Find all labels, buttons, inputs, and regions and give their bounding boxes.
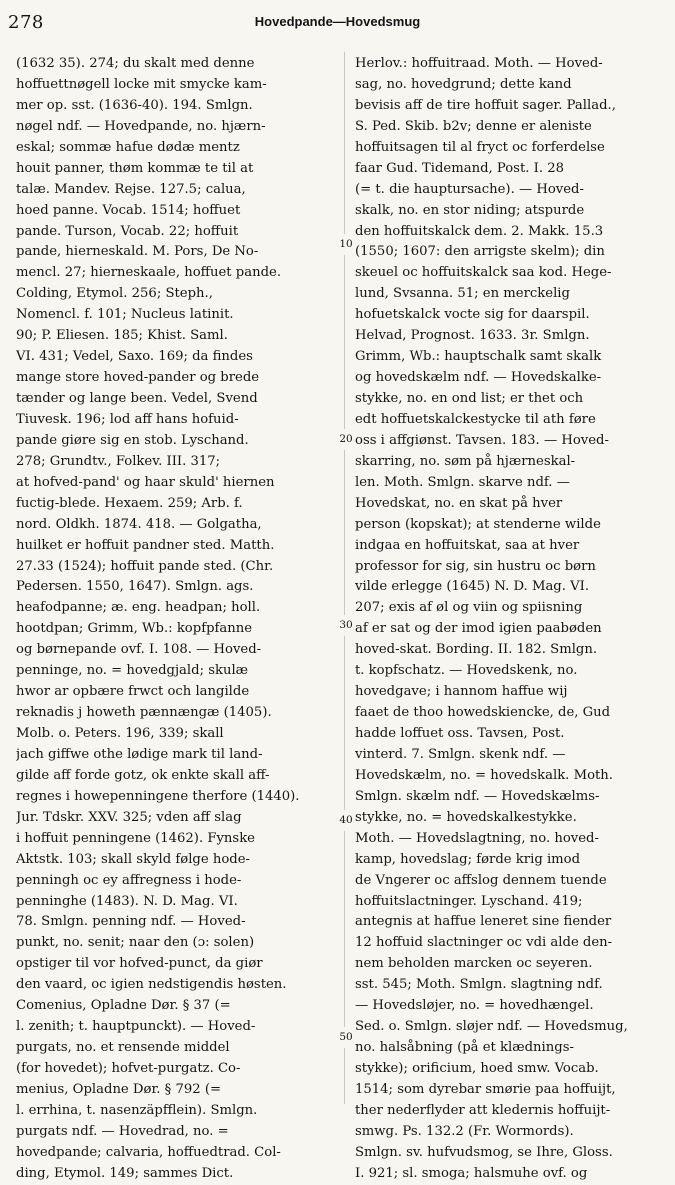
text-line: — Hovedsløjer, no. = hovedhængel. (355, 998, 594, 1014)
text-line: bevisis aff de tire hoffuit sager. Pallad., (355, 97, 616, 113)
text-line: 90; P. Eliesen. 185; Khist. Saml. (16, 328, 228, 344)
text-line: edt hoffuetskalckestycke til ath føre (355, 411, 596, 427)
text-line: Herlov.: hoffuitraad. Moth. — Hoved- (355, 56, 603, 71)
text-line: punkt, no. senit; naar den (ɔ: solen) (16, 935, 255, 951)
text-line: Aktstk. 103; skall skyld følge hode- (16, 851, 250, 867)
text-line: (= t. die hauptursache). — Hoved- (355, 181, 584, 197)
text-line: Molb. o. Peters. 196, 339; skall (16, 726, 224, 741)
column-divider (344, 52, 345, 1104)
text-line: 12 hoffuid slactninger oc vdi alde den- (355, 935, 613, 951)
text-line: skarring, no. søm på hjærneskal- (355, 453, 576, 469)
line-number-marker: 50 (337, 1027, 355, 1048)
text-line: ther nederflyder att kledernis hoffuijt- (355, 1102, 611, 1118)
text-line: Sed. o. Smlgn. sløjer ndf. — Hovedsmug, (355, 1019, 628, 1035)
text-line: regnes i howepenningene therfore (1440). (16, 788, 300, 804)
text-line: indgaa en hoffuitskat, saa at hver (355, 537, 580, 553)
text-line: I. 921; sl. smoga; halsmuhe ovf. og (355, 1165, 588, 1181)
text-line: l. zenith; t. hauptpunckt). — Hoved- (16, 1019, 256, 1035)
text-line: professor for sig, sin hustru oc børn (355, 558, 596, 574)
page-header (0, 0, 675, 42)
text-line: Moth. — Hovedslagtning, no. hoved- (355, 830, 599, 846)
text-line: hwor ar opbære frwct och langilde (16, 684, 250, 700)
right-column (355, 54, 667, 1181)
text-line: nem beholden marcken oc seyeren. (355, 956, 593, 972)
text-line: nord. Oldkh. 1874. 418. — Golgatha, (16, 516, 262, 532)
text-line: penningh oc ey affregness i hode- (16, 872, 242, 888)
text-line: kamp, hovedslag; førde krig imod (355, 851, 581, 867)
text-line: Smlgn. skælm ndf. — Hovedskælms- (355, 788, 600, 804)
text-line: S. Ped. Skib. b2v; denne er aleniste (355, 118, 592, 134)
text-line: stykke, no. = hovedskalkestykke. (355, 809, 577, 825)
text-line: de Vngerer oc affslog dennem tuende (355, 872, 607, 888)
text-line: mange store hoved-pander og brede (16, 370, 260, 386)
text-line: stykke, no. en ond list; er thet och (355, 391, 584, 406)
text-line: hovedpande; calvaria, hoffuedtrad. Col- (16, 1144, 281, 1160)
line-number-marker: 10 (337, 234, 355, 255)
text-line: Jur. Tdskr. XXV. 325; vden aff slag (16, 809, 242, 825)
text-line: Pedersen. 1550, 1647). Smlgn. ags. (16, 579, 254, 595)
text-line: talæ. Mandev. Rejse. 127.5; calua, (16, 181, 246, 197)
line-number-marker: 20 (337, 429, 355, 450)
text-line: (1550; 1607: den arrigste skelm); din (355, 244, 605, 260)
text-line: og børnepande ovf. I. 108. — Hoved- (16, 642, 262, 658)
text-line: hoffuettnøgell locke mit smycke kam- (16, 76, 267, 92)
text-line: Hovedskælm, no. = hovedskalk. Moth. (355, 767, 613, 783)
text-line: hoved-skat. Bording. II. 182. Smlgn. (355, 642, 598, 658)
text-line: tænder og lange been. Vedel, Svend (16, 391, 258, 406)
text-line: pande, hierneskald. M. Pors, De No- (16, 244, 259, 260)
text-line: l. errhina, t. nasenzäpfflein). Smlgn. (16, 1102, 258, 1118)
text-line: Comenius, Opladne Dør. § 37 (= (16, 998, 231, 1014)
text-line: Hovedskat, no. en skat på hver (355, 495, 563, 511)
text-line: purgats, no. et rensende middel (16, 1040, 230, 1056)
text-line: mer op. sst. (1636-40). 194. Smlgn. (16, 97, 253, 113)
text-line: faaet de thoo howedskiencke, de, Gud (355, 705, 611, 721)
text-line: mencl. 27; hierneskaale, hoffuet pande. (16, 265, 282, 281)
text-line: skeuel oc hoffuitskalck saa kod. Hege- (355, 265, 612, 281)
line-number-marker: 30 (337, 615, 355, 636)
text-line: huilket er hoffuit pandner sted. Matth. (16, 537, 275, 553)
text-line: fuctig-blede. Hexaem. 259; Arb. f. (16, 495, 243, 511)
text-line: pande. Turson, Vocab. 22; hoffuit (16, 223, 239, 239)
text-line: no. halsåbning (på et klædnings- (355, 1040, 574, 1056)
text-line: 278; Grundtv., Folkev. III. 317; (16, 453, 221, 469)
text-line: hovedgave; i hannom haffue wij (355, 684, 568, 700)
text-line: 207; exis af øl og viin og spiisning (355, 600, 583, 616)
text-line: sag, no. hovedgrund; dette kand (355, 76, 572, 92)
text-line: hadde loffuet oss. Tavsen, Post. (355, 726, 565, 741)
text-line: (1632 35). 274; du skalt med denne (16, 56, 255, 71)
text-line: faar Gud. Tidemand, Post. I. 28 (355, 160, 565, 176)
text-line: penninghe (1483). N. D. Mag. VI. (16, 893, 238, 909)
text-line: Tiuvesk. 196; lod aff hans hofuid- (16, 411, 239, 427)
text-line: Grimm, Wb.: hauptschalk samt skalk (355, 349, 602, 365)
text-line: purgats ndf. — Hovedrad, no. = (16, 1123, 229, 1139)
text-line: VI. 431; Vedel, Saxo. 169; da findes (16, 349, 253, 365)
text-line: vilde erlegge (1645) N. D. Mag. VI. (355, 579, 590, 595)
text-line: pande giøre sig en stob. Lyschand. (16, 432, 249, 448)
text-line: stykke); orificium, hoed smw. Vocab. (355, 1061, 599, 1076)
text-line: vinterd. 7. Smlgn. skenk ndf. — (355, 746, 566, 762)
text-line: Colding, Etymol. 256; Steph., (16, 286, 213, 302)
text-line: antegnis at haffue leneret sine fiender (355, 914, 612, 930)
text-line: lund, Svsanna. 51; en merckelig (355, 286, 570, 302)
text-line: sst. 545; Moth. Smlgn. slagtning ndf. (355, 977, 603, 993)
text-line: og hovedskælm ndf. — Hovedskalke- (355, 370, 602, 386)
text-line: heafodpanne; æ. eng. headpan; holl. (16, 600, 261, 616)
text-line: person (kopskat); at stenderne wilde (355, 516, 601, 532)
text-line: (for hovedet); hofvet-purgatz. Co- (16, 1061, 241, 1076)
text-line: reknadis j howeth pænnængæ (1405). (16, 705, 272, 721)
text-line: t. kopfschatz. — Hovedskenk, no. (355, 663, 578, 679)
text-line: houit panner, thøm kommæ te til at (16, 160, 254, 176)
text-line: Smlgn. sv. hufvudsmog, se Ihre, Gloss. (355, 1144, 613, 1160)
text-line: hoed panne. Vocab. 1514; hoffuet (16, 202, 241, 218)
line-number-marker: 40 (337, 810, 355, 831)
text-line: ding, Etymol. 149; sammes Dict. (16, 1165, 234, 1181)
text-line: den vaard, oc igien nedstigendis høsten. (16, 977, 287, 993)
text-line: hootdpan; Grimm, Wb.: kopfpfanne (16, 621, 253, 637)
text-line: nøgel ndf. — Hovedpande, no. hjærn- (16, 118, 266, 134)
text-line: eskal; sommæ hafue dødæ mentz (16, 139, 240, 155)
text-line: oss i affgiønst. Tavsen. 183. — Hoved- (355, 432, 609, 448)
text-line: den hoffuitskalck dem. 2. Makk. 15.3 (355, 223, 604, 239)
page-number: 278 (8, 12, 44, 33)
text-line: skalk, no. en stor niding; atspurde (355, 202, 585, 218)
text-line: gilde aff forde gotz, ok enkte skall aff- (16, 767, 270, 783)
running-title: Hovedpande—Hovedsmug (254, 14, 421, 29)
left-column (16, 54, 334, 1181)
text-line: 1514; som dyrebar smørie paa hoffuijt, (355, 1081, 616, 1097)
text-line: 78. Smlgn. penning ndf. — Hoved- (16, 914, 246, 930)
text-line: len. Moth. Smlgn. skarve ndf. — (355, 474, 570, 490)
text-line: at hofved-pand' og haar skuld' hiernen (16, 474, 275, 490)
text-line: smwg. Ps. 132.2 (Fr. Wormords). (355, 1123, 574, 1139)
text-line: hofuetskalck vocte sig for daarspil. (355, 307, 590, 323)
text-line: Nomencl. f. 101; Nucleus latinit. (16, 307, 234, 323)
text-line: hoffuitslactninger. Lyschand. 419; (355, 893, 583, 909)
text-line: opstiger til vor hofved-punct, da giør (16, 956, 263, 972)
text-line: af er sat og der imod igien paabøden (355, 621, 602, 637)
text-line: jach giffwe othe lødige mark til land- (16, 746, 263, 762)
text-line: Helvad, Prognost. 1633. 3r. Smlgn. (355, 328, 590, 344)
text-line: penninge, no. = hovedgjald; skulæ (16, 663, 249, 679)
text-line: i hoffuit penningene (1462). Fynske (16, 830, 255, 846)
text-line: 27.33 (1524); hoffuit pande sted. (Chr. (16, 558, 274, 574)
text-line: hoffuitsagen til al fryct oc forferdelse (355, 139, 605, 155)
text-line: menius, Opladne Dør. § 792 (= (16, 1081, 222, 1097)
